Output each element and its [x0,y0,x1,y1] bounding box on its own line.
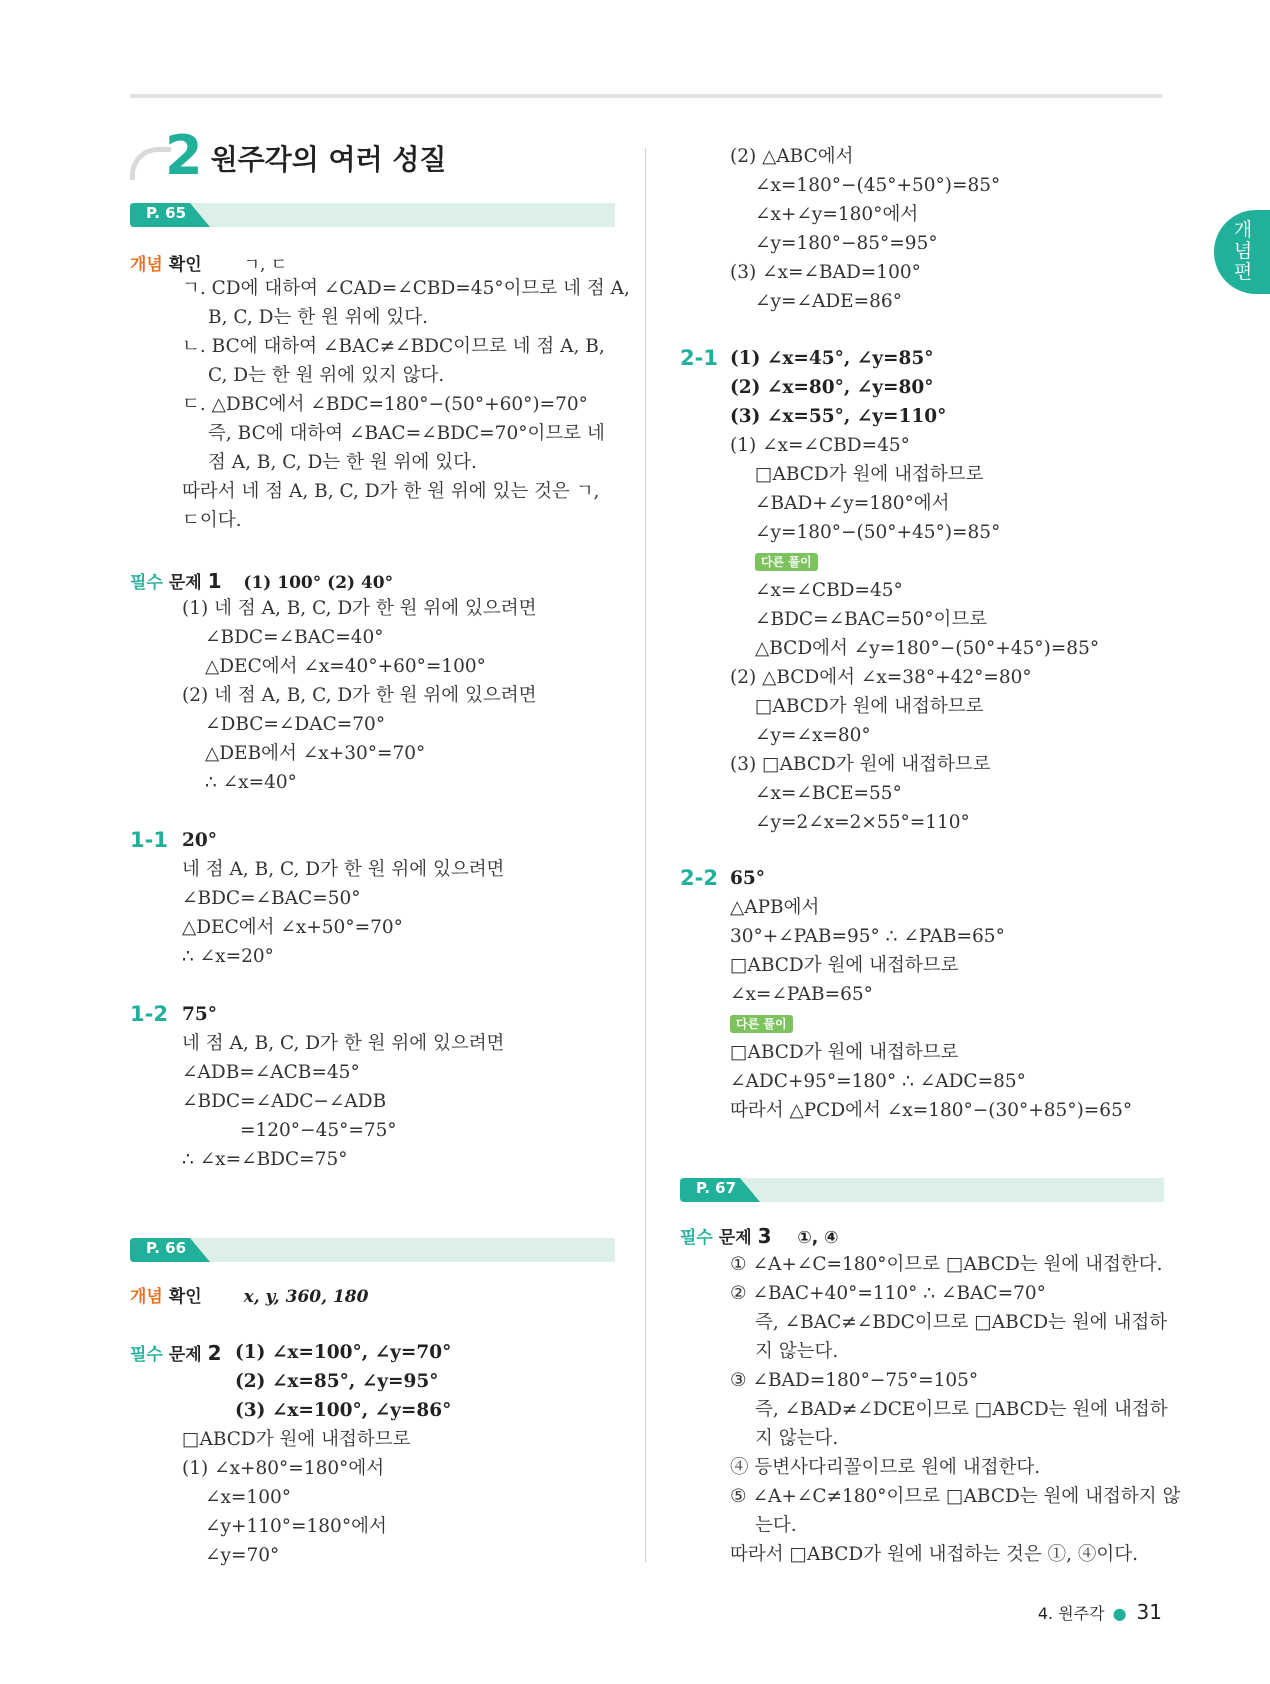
required-problem-3-label: 필수 문제 3 ①, ④ [680,1224,839,1248]
text-line: △DEC에서 ∠x=40°+60°=100° [205,656,486,677]
text-line: ∴ ∠x=40° [205,772,297,793]
text-line: ③ ∠BAD=180°−75°=105° [730,1370,979,1391]
text-line: ∠BDC=∠ADC−∠ADB [182,1091,387,1112]
text-line: ∠BDC=∠BAC=40° [205,627,384,648]
answer: (3) ∠x=100°, ∠y=86° [235,1400,452,1421]
text-line: □ABCD가 원에 내접하므로 [755,464,984,485]
page-ref-tag: P. 66 [146,1239,187,1257]
text-line: 따라서 □ABCD가 원에 내접하는 것은 ①, ④이다. [730,1544,1139,1565]
text-line: □ABCD가 원에 내접하므로 [755,696,984,717]
text-line: ① ∠A+∠C=180°이므로 □ABCD는 원에 내접한다. [730,1254,1163,1275]
text-line: 지 않는다. [755,1341,839,1362]
answer: (1) ∠x=45°, ∠y=85° [730,348,934,369]
text-line: ∠x=∠PAB=65° [730,984,873,1005]
text-line: ∠y=∠ADE=86° [755,291,902,312]
text-line: C, D는 한 원 위에 있지 않다. [208,365,445,386]
section-title: 원주각의 여러 성질 [210,143,447,176]
text-line: ∠y=180°−(50°+45°)=85° [755,522,1001,543]
text-line: ∠ADB=∠ACB=45° [182,1062,360,1083]
answer: (2) ∠x=80°, ∠y=80° [730,377,934,398]
text-line: (1) ∠x+80°=180°에서 [182,1458,385,1479]
text-line: ∠DBC=∠DAC=70° [205,714,386,735]
text-line: ⑤ ∠A+∠C≠180°이므로 □ABCD는 원에 내접하지 않 [730,1486,1181,1507]
text-line: ∠y=70° [205,1545,280,1566]
text-line: ④ 등변사다리꼴이므로 원에 내접한다. [730,1457,1041,1478]
alt-solution-badge: 다른 풀이 [755,553,818,571]
page-ref-bar-67 [680,1178,1164,1202]
text-line: 따라서 네 점 A, B, C, D가 한 원 위에 있는 것은 ㄱ, [182,481,600,502]
bullet-icon: ● [1112,1604,1127,1623]
text-line: 즉, ∠BAC≠∠BDC이므로 □ABCD는 원에 내접하 [755,1312,1168,1333]
answer: ①, ④ [797,1228,839,1248]
top-rule [130,94,1162,98]
problem-1-2-number: 1-2 [130,1002,168,1026]
text-line: 네 점 A, B, C, D가 한 원 위에 있으려면 [182,859,505,880]
text-line: (1) 네 점 A, B, C, D가 한 원 위에 있으려면 [182,598,537,619]
text-line: ∠BDC=∠BAC=50° [182,888,361,909]
text-line: 30°+∠PAB=95° ∴ ∠PAB=65° [730,926,1005,947]
concept-answer: ㄱ, ㄷ [243,255,288,275]
text-line: 네 점 A, B, C, D가 한 원 위에 있으려면 [182,1033,505,1054]
text-line: 즉, BC에 대하여 ∠BAC=∠BDC=70°이므로 네 [208,423,605,444]
text-line: 지 않는다. [755,1428,839,1449]
problem-1-1-number: 1-1 [130,828,168,852]
text-line: ∠y=180°−85°=95° [755,233,938,254]
text-line: ② ∠BAC+40°=110° ∴ ∠BAC=70° [730,1283,1046,1304]
answer: (3) ∠x=55°, ∠y=110° [730,406,947,427]
text-line: ∠x+∠y=180°에서 [755,204,919,225]
text-line: ∠y=2∠x=2×55°=110° [755,812,970,833]
text-line: □ABCD가 원에 내접하므로 [730,1042,959,1063]
page-ref-tag: P. 67 [696,1179,737,1197]
alt-solution-badge: 다른 풀이 [730,1015,793,1033]
text-line: △DEB에서 ∠x+30°=70° [205,743,426,764]
text-line: △DEC에서 ∠x+50°=70° [182,917,403,938]
text-line: ∴ ∠x=20° [182,946,274,967]
section-number: 2 [165,124,203,187]
section-heading [130,122,447,187]
text-line: ㄷ이다. [182,510,242,531]
answer: (1) ∠x=100°, ∠y=70° [235,1342,452,1363]
text-line: ∠x=∠BCE=55° [755,783,902,804]
text-line: △APB에서 [730,897,820,918]
text-line: □ABCD가 원에 내접하므로 [182,1429,411,1450]
chapter-label: 4. 원주각 [1037,1604,1105,1623]
text-line: (3) □ABCD가 원에 내접하므로 [730,754,991,775]
column-divider [645,148,646,1562]
side-tab[interactable] [1214,210,1270,294]
text-line: 따라서 △PCD에서 ∠x=180°−(30°+85°)=65° [730,1100,1133,1121]
answer: (1) 100° (2) 40° [243,573,394,593]
page-ref-tag: P. 65 [146,204,187,222]
page-footer [1038,1600,1162,1624]
text-line: 는다. [755,1515,797,1536]
page-ref-bar-66 [130,1238,615,1262]
text-line: (1) ∠x=∠CBD=45° [730,435,910,456]
text-line: =120°−45°=75° [240,1120,397,1141]
text-line: (2) △BCD에서 ∠x=38°+42°=80° [730,667,1032,688]
text-line: ∠y=∠x=80° [755,725,871,746]
concept-answer: x, y, 360, 180 [243,1287,369,1307]
page-number: 31 [1136,1600,1162,1624]
text-line: (2) 네 점 A, B, C, D가 한 원 위에 있으려면 [182,685,537,706]
answer: (2) ∠x=85°, ∠y=95° [235,1371,439,1392]
text-line: (3) ∠x=∠BAD=100° [730,262,921,283]
text-line: ∠x=180°−(45°+50°)=85° [755,175,1001,196]
problem-2-2-answer: 65° [730,868,765,889]
problem-1-2-answer: 75° [182,1004,217,1025]
required-problem-2-label: 필수 문제 2 [130,1341,222,1365]
text-line: (2) △ABC에서 [730,146,854,167]
problem-2-2-number: 2-2 [680,866,718,890]
problem-2-1-number: 2-1 [680,346,718,370]
page-ref-bar-65 [130,203,615,227]
text-line: ㄱ. CD에 대하여 ∠CAD=∠CBD=45°이므로 네 점 A, [182,278,630,299]
text-line: □ABCD가 원에 내접하므로 [730,955,959,976]
text-line: ∠x=100° [205,1487,291,1508]
text-line: 점 A, B, C, D는 한 원 위에 있다. [208,452,477,473]
text-line: ∠ADC+95°=180° ∴ ∠ADC=85° [730,1071,1026,1092]
text-line: ∴ ∠x=∠BDC=75° [182,1149,348,1170]
text-line: 즉, ∠BAD≠∠DCE이므로 □ABCD는 원에 내접하 [755,1399,1168,1420]
text-line: △BCD에서 ∠y=180°−(50°+45°)=85° [755,638,1100,659]
concept-check-label: 개념 확인 x, y, 360, 180 [130,1287,369,1307]
concept-check-label: 개념 확인 ㄱ, ㄷ [130,255,288,275]
text-line: ∠BAD+∠y=180°에서 [755,493,950,514]
problem-1-1-answer: 20° [182,830,217,851]
text-line: ㄴ. BC에 대하여 ∠BAC≠∠BDC이므로 네 점 A, B, [182,336,605,357]
text-line: ㄷ. △DBC에서 ∠BDC=180°−(50°+60°)=70° [182,394,588,415]
side-tab-label: 개념편 [1233,219,1253,283]
text-line: ∠y+110°=180°에서 [205,1516,387,1537]
text-line: ∠x=∠CBD=45° [755,580,903,601]
text-line: B, C, D는 한 원 위에 있다. [208,307,428,328]
required-problem-1-label: 필수 문제 1 (1) 100° (2) 40° [130,569,394,593]
text-line: ∠BDC=∠BAC=50°이므로 [755,609,988,630]
